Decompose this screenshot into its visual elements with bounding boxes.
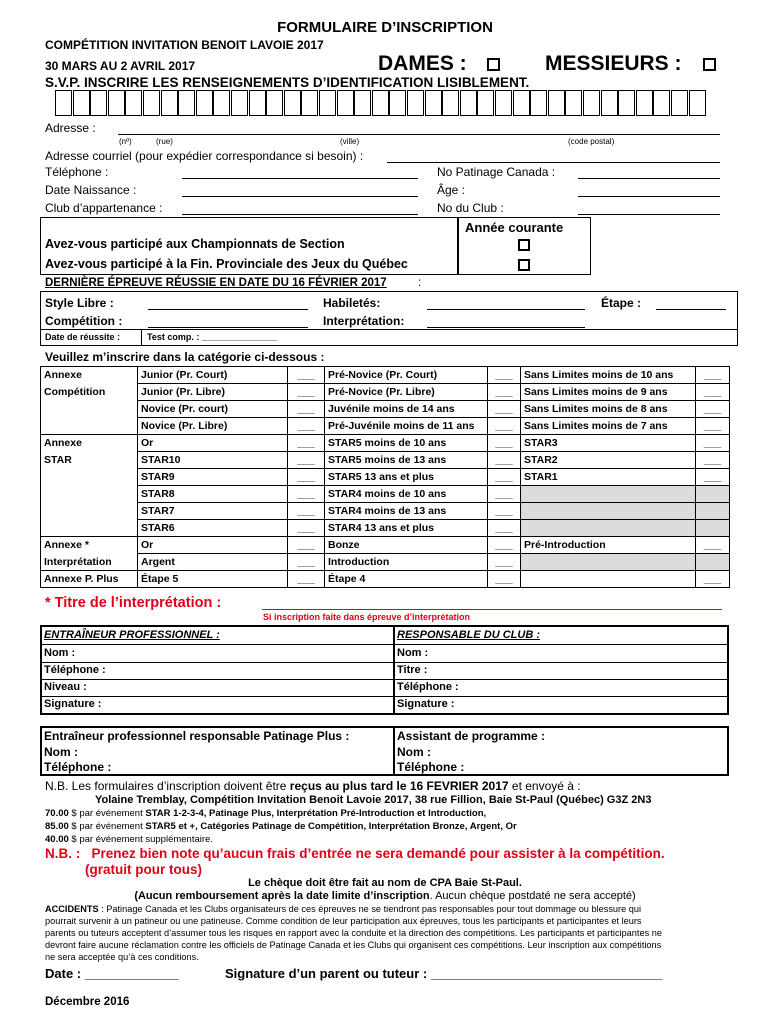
category-option: STAR5 13 ans et plus	[325, 469, 488, 486]
last-test-heading: DERNIÈRE ÉPREUVE RÉUSSIE EN DATE DU 16 FÉVRIER 2017	[45, 277, 387, 289]
deadline-note-suffix: et envoyé à :	[511, 779, 581, 793]
category-row	[41, 452, 730, 469]
name-letter-box[interactable]	[425, 90, 442, 116]
pro-coach-phone-label[interactable]: Téléphone :	[44, 664, 106, 676]
category-option: STAR2	[521, 452, 696, 469]
category-empty-cell	[521, 520, 696, 537]
category-option-mark[interactable]: ___	[288, 384, 325, 401]
category-group-label	[41, 520, 138, 537]
name-letter-box[interactable]	[337, 90, 354, 116]
name-letter-box[interactable]	[284, 90, 301, 116]
category-option: STAR1	[521, 469, 696, 486]
category-option: Junior (Pr. Court)	[138, 367, 288, 384]
category-option: STAR5 moins de 10 ans	[325, 435, 488, 452]
category-empty-mark	[696, 486, 730, 503]
pro-coach-name-label[interactable]: Nom :	[44, 647, 76, 659]
name-letter-box[interactable]	[178, 90, 195, 116]
section-championship-checkbox[interactable]	[518, 239, 530, 251]
category-option: Sans Limites moins de 7 ans	[521, 418, 696, 435]
category-option-mark[interactable]: ___	[288, 418, 325, 435]
category-group-label	[41, 401, 138, 418]
category-group-label	[41, 469, 138, 486]
category-option: Sans Limites moins de 8 ans	[521, 401, 696, 418]
category-option: Novice (Pr. court)	[138, 401, 288, 418]
cheque-note: Le chèque doit être fait au nom de CPA Baie St-Paul.	[248, 877, 522, 889]
category-option-mark[interactable]: ___	[288, 503, 325, 520]
category-group-label: STAR	[41, 452, 138, 469]
address-sub-city: (ville)	[340, 137, 360, 146]
club-responsible-heading: RESPONSABLE DU CLUB :	[397, 629, 541, 641]
birth-date-label: Date Naissance :	[45, 183, 137, 197]
category-row	[41, 554, 730, 571]
name-letter-box[interactable]	[55, 90, 72, 116]
category-option-mark[interactable]: ___	[488, 503, 521, 520]
program-assistant-heading: Assistant de programme :	[397, 729, 546, 743]
category-option: STAR10	[138, 452, 288, 469]
category-option-mark[interactable]: ___	[696, 401, 730, 418]
fee-2-text: $ par événement	[71, 821, 143, 832]
category-group-label: Annexe P. Plus	[41, 571, 138, 588]
category-empty-mark	[696, 520, 730, 537]
last-test-divider-vertical	[141, 329, 142, 345]
club-responsible-signature-label[interactable]: Signature :	[397, 698, 455, 710]
competition-test-line[interactable]	[148, 327, 308, 328]
name-letter-box[interactable]	[161, 90, 178, 116]
category-option-mark[interactable]: ___	[288, 554, 325, 571]
form-title: FORMULAIRE D’INSCRIPTION	[277, 19, 493, 36]
free-style-line[interactable]	[148, 309, 308, 310]
category-row	[41, 520, 730, 537]
category-option: Argent	[138, 554, 288, 571]
parent-signature-field[interactable]: Signature d’un parent ou tuteur : ________________________________	[225, 966, 663, 981]
name-letter-box[interactable]	[636, 90, 653, 116]
date-field[interactable]: Date : _____________	[45, 966, 179, 981]
program-assistant-name-label[interactable]: Nom :	[397, 745, 431, 759]
category-option: STAR5 moins de 13 ans	[325, 452, 488, 469]
identification-instructions: S.V.P. INSCRIRE LES RENSEIGNEMENTS D’IDENTIFICATION LISIBLEMENT.	[45, 75, 530, 90]
name-letter-box[interactable]	[143, 90, 160, 116]
current-year-label: Année courante	[465, 220, 564, 235]
category-option-mark[interactable]: ___	[488, 384, 521, 401]
refund-note-bold: (Aucun remboursement après la date limite d’inscription	[134, 890, 430, 902]
free-entry-text: Prenez bien note qu’aucun frais d’entrée ne sera demandé pour assister à la compétition.	[91, 846, 665, 861]
category-option-mark[interactable]: ___	[288, 469, 325, 486]
category-row	[41, 486, 730, 503]
name-letter-box[interactable]	[389, 90, 406, 116]
age-label: Âge :	[437, 183, 466, 197]
name-letter-box[interactable]	[407, 90, 424, 116]
category-option: Junior (Pr. Libre)	[138, 384, 288, 401]
club-responsible-phone-label[interactable]: Téléphone :	[397, 681, 459, 693]
name-letter-box[interactable]	[108, 90, 125, 116]
age-line[interactable]	[578, 196, 720, 197]
accidents-line-5: ne sera acceptée qu’à ces conditions.	[45, 952, 199, 962]
dames-label: DAMES :	[378, 52, 467, 75]
category-group-label	[41, 486, 138, 503]
category-row	[41, 401, 730, 418]
name-letter-box[interactable]	[354, 90, 371, 116]
provincial-games-checkbox[interactable]	[518, 259, 530, 271]
category-option: Sans Limites moins de 9 ans	[521, 384, 696, 401]
name-letter-box[interactable]	[548, 90, 565, 116]
category-group-label: Annexe	[41, 367, 138, 384]
name-letter-box[interactable]	[653, 90, 670, 116]
name-letter-box[interactable]	[213, 90, 230, 116]
accidents-line-1: : Patinage Canada et les Clubs organisateurs de ces épreuves ne se tiendront pas responsables pour tout dommage ou blessure qui	[98, 904, 642, 914]
name-letter-box[interactable]	[319, 90, 336, 116]
fee-2-detail: STAR5 et +, Catégories Patinage de Compétition, Interprétation Bronze, Argent, Or	[145, 821, 517, 832]
skate-canada-no-label: No Patinage Canada :	[437, 165, 556, 179]
category-option: STAR9	[138, 469, 288, 486]
category-option-mark[interactable]: ___	[288, 571, 325, 588]
fee-3-text: $ par événement supplémentaire.	[71, 834, 213, 845]
category-option: Bonze	[325, 537, 488, 554]
last-test-heading-colon: :	[418, 277, 422, 289]
club-responsible-name-label[interactable]: Nom :	[397, 647, 429, 659]
accidents-paragraph	[45, 903, 662, 963]
fee-line-2	[45, 821, 517, 832]
category-option: STAR6	[138, 520, 288, 537]
category-empty-mark	[696, 554, 730, 571]
stage-line[interactable]	[656, 309, 726, 310]
fee-3-amount: 40.00	[45, 834, 69, 845]
pro-coach-level-label[interactable]: Niveau :	[44, 681, 87, 693]
category-row	[41, 435, 730, 452]
category-empty-cell	[521, 503, 696, 520]
category-option-mark[interactable]: ___	[288, 367, 325, 384]
category-option: Sans Limites moins de 10 ans	[521, 367, 696, 384]
plus-coach-name-label[interactable]: Nom :	[44, 745, 78, 759]
name-letter-box[interactable]	[125, 90, 142, 116]
club-number-line[interactable]	[578, 214, 720, 215]
dames-checkbox[interactable]	[487, 58, 500, 71]
category-group-label: Annexe	[41, 435, 138, 452]
refund-note	[0, 890, 770, 902]
category-option-mark[interactable]: ___	[696, 435, 730, 452]
name-letter-box[interactable]	[495, 90, 512, 116]
accidents-label: ACCIDENTS	[45, 904, 99, 914]
free-entry-note-2: (gratuit pour tous)	[85, 862, 202, 877]
name-letter-box[interactable]	[231, 90, 248, 116]
name-letter-box[interactable]	[90, 90, 107, 116]
category-option-mark[interactable]: ___	[488, 486, 521, 503]
fee-1-amount: 70.00	[45, 808, 69, 819]
category-option: Introduction	[325, 554, 488, 571]
category-option-mark[interactable]: ___	[488, 520, 521, 537]
fee-1-text: $ par événement	[71, 808, 143, 819]
name-letter-box[interactable]	[477, 90, 494, 116]
category-option: STAR7	[138, 503, 288, 520]
category-option-mark[interactable]: ___	[288, 537, 325, 554]
category-table	[40, 366, 730, 588]
category-option: Or	[138, 537, 288, 554]
phone-line[interactable]	[182, 178, 418, 179]
document-date: Décembre 2016	[45, 996, 130, 1008]
name-letter-box[interactable]	[565, 90, 582, 116]
category-row	[41, 503, 730, 520]
category-option-mark[interactable]: ___	[696, 384, 730, 401]
refund-note-rest: . Aucun chèque postdaté ne sera accepté)	[429, 890, 636, 902]
pro-coach-signature-label[interactable]: Signature :	[44, 698, 102, 710]
category-empty-mark	[696, 503, 730, 520]
fee-1-detail: STAR 1-2-3-4, Patinage Plus, Interprétation Pré-Introduction et Introduction,	[145, 808, 487, 819]
accidents-line-4: devront faire aucune réclamation contre les officiels de Patinage Canada et les Clubs qui organisent ces compétitions. Leur inscription aux compétitions	[45, 940, 662, 950]
interpretation-test-label: Interprétation:	[323, 314, 405, 328]
category-option-mark[interactable]: ___	[696, 571, 730, 588]
name-letter-box[interactable]	[442, 90, 459, 116]
fee-line-1	[45, 808, 486, 819]
free-entry-nb: N.B. :	[45, 846, 81, 861]
provincial-games-question: Avez-vous participé à la Fin. Provinciale des Jeux du Québec	[45, 257, 408, 271]
name-letter-box[interactable]	[301, 90, 318, 116]
category-option: Étape 4	[325, 571, 488, 588]
email-label: Adresse courriel (pour expédier correspondance si besoin) :	[45, 149, 364, 163]
birth-date-line[interactable]	[182, 196, 418, 197]
interpretation-test-line[interactable]	[427, 327, 585, 328]
name-letter-box[interactable]	[196, 90, 213, 116]
name-letter-box[interactable]	[601, 90, 618, 116]
section-championship-question: Avez-vous participé aux Championnats de Section	[45, 237, 345, 251]
category-option-mark[interactable]: ___	[488, 435, 521, 452]
category-option-mark[interactable]: ___	[696, 452, 730, 469]
messieurs-checkbox[interactable]	[703, 58, 716, 71]
deadline-note-prefix: N.B. Les formulaires d’inscription doivent être	[45, 779, 287, 793]
email-line[interactable]	[387, 162, 720, 163]
name-letter-box[interactable]	[266, 90, 283, 116]
competition-test-label: Compétition :	[45, 314, 123, 328]
category-row	[41, 418, 730, 435]
pro-coach-heading: ENTRAÎNEUR PROFESSIONNEL :	[44, 629, 220, 641]
fee-2-amount: 85.00	[45, 821, 69, 832]
category-option: Pré-Introduction	[521, 537, 696, 554]
name-letter-box[interactable]	[513, 90, 530, 116]
competition-dates: 30 MARS AU 2 AVRIL 2017	[45, 59, 196, 73]
category-group-label	[41, 418, 138, 435]
category-option-mark[interactable]: ___	[288, 520, 325, 537]
last-test-divider	[40, 329, 738, 330]
name-letter-box[interactable]	[689, 90, 706, 116]
category-heading: Veuillez m’inscrire dans la catégorie ci-dessous :	[45, 350, 325, 364]
accidents-line-3: parents ou tuteurs acceptent d’assumer tous les risques en rapport avec la conduite et la direction des compétitions. Les participants et participantes ne	[45, 928, 662, 938]
name-letter-box[interactable]	[618, 90, 635, 116]
category-option: STAR4 moins de 13 ans	[325, 503, 488, 520]
name-letter-box[interactable]	[671, 90, 688, 116]
category-option: Novice (Pr. Libre)	[138, 418, 288, 435]
category-option-mark[interactable]: ___	[488, 401, 521, 418]
name-letter-box[interactable]	[249, 90, 266, 116]
skills-label: Habiletés:	[323, 296, 381, 310]
stage-label: Étape :	[601, 296, 642, 310]
club-line[interactable]	[182, 214, 418, 215]
program-assistant-phone-label[interactable]: Téléphone :	[397, 760, 465, 774]
category-row	[41, 367, 730, 384]
club-responsible-title-label[interactable]: Titre :	[397, 664, 428, 676]
category-option-mark[interactable]: ___	[488, 537, 521, 554]
category-empty-cell	[521, 486, 696, 503]
phone-label: Téléphone :	[45, 165, 109, 179]
club-label: Club d’appartenance :	[45, 201, 163, 215]
address-sub-street: (rue)	[156, 137, 173, 146]
category-option: Pré-Juvénile moins de 11 ans	[325, 418, 488, 435]
free-style-label: Style Libre :	[45, 296, 114, 310]
category-option-mark[interactable]: ___	[696, 418, 730, 435]
category-option-mark[interactable]: ___	[288, 486, 325, 503]
category-option: STAR4 13 ans et plus	[325, 520, 488, 537]
category-option-mark[interactable]: ___	[288, 401, 325, 418]
interpretation-title-label: * Titre de l’interprétation :	[45, 595, 222, 611]
deadline-note-date: reçus au plus tard le 16 FEVRIER 2017	[289, 779, 509, 793]
category-option: Or	[138, 435, 288, 452]
fee-line-3	[45, 834, 213, 845]
address-sub-postal: (code postal)	[568, 137, 615, 146]
category-option-mark[interactable]: ___	[696, 537, 730, 554]
category-option-mark[interactable]: ___	[488, 367, 521, 384]
deadline-note	[45, 779, 581, 793]
category-option-mark[interactable]: ___	[696, 469, 730, 486]
category-row	[41, 537, 730, 554]
category-option-mark[interactable]: ___	[488, 554, 521, 571]
category-option: Pré-Novice (Pr. Court)	[325, 367, 488, 384]
category-option: Juvénile moins de 14 ans	[325, 401, 488, 418]
category-option: Étape 5	[138, 571, 288, 588]
test-comp-label[interactable]: Test comp. : _______________	[147, 332, 277, 342]
category-option-mark[interactable]: ___	[488, 469, 521, 486]
category-option: STAR3	[521, 435, 696, 452]
category-option-mark[interactable]: ___	[288, 452, 325, 469]
name-letter-box[interactable]	[583, 90, 600, 116]
category-row	[41, 384, 730, 401]
category-row	[41, 469, 730, 486]
competition-subtitle: COMPÉTITION INVITATION BENOIT LAVOIE 2017	[45, 38, 324, 52]
category-group-label: Interprétation	[41, 554, 138, 571]
interpretation-title-note: Si inscription faite dans épreuve d’interprétation	[263, 612, 471, 622]
category-group-label: Annexe *	[41, 537, 138, 554]
category-option-mark[interactable]: ___	[288, 435, 325, 452]
category-option-mark[interactable]: ___	[696, 367, 730, 384]
name-letter-box[interactable]	[460, 90, 477, 116]
category-option-mark[interactable]: ___	[488, 452, 521, 469]
category-group-label	[41, 503, 138, 520]
skate-canada-no-line[interactable]	[578, 178, 720, 179]
interpretation-title-line[interactable]	[262, 609, 722, 610]
category-group-label: Compétition	[41, 384, 138, 401]
category-empty-cell	[521, 554, 696, 571]
name-letter-box[interactable]	[73, 90, 90, 116]
category-option-mark[interactable]: ___	[488, 571, 521, 588]
name-letter-box[interactable]	[530, 90, 547, 116]
skills-line[interactable]	[427, 309, 585, 310]
category-option: STAR8	[138, 486, 288, 503]
plus-coach-heading: Entraîneur professionnel responsable Patinage Plus :	[44, 729, 350, 743]
category-option: STAR4 moins de 10 ans	[325, 486, 488, 503]
success-date-label: Date de réussite :	[45, 332, 121, 342]
free-entry-note	[45, 846, 665, 861]
address-line[interactable]	[118, 134, 720, 135]
category-option: Pré-Novice (Pr. Libre)	[325, 384, 488, 401]
category-option-mark[interactable]: ___	[488, 418, 521, 435]
club-number-label: No du Club :	[437, 201, 504, 215]
address-label: Adresse :	[45, 121, 96, 135]
name-letter-box[interactable]	[372, 90, 389, 116]
address-sub-number: (nº)	[119, 137, 132, 146]
accidents-line-2: pourrait survenir à un patineur ou une patineuse. Comme condition de leur participation aux épreuves, tous les participants et participantes et leurs	[45, 916, 642, 926]
plus-coach-phone-label[interactable]: Téléphone :	[44, 760, 112, 774]
mailing-address: Yolaine Tremblay, Compétition Invitation Benoit Lavoie 2017, 38 rue Fillion, Baie St-Paul (Québec) G3Z 2N3	[95, 794, 652, 806]
messieurs-label: MESSIEURS :	[545, 52, 682, 75]
category-empty-cell	[521, 571, 696, 588]
category-row	[41, 571, 730, 588]
